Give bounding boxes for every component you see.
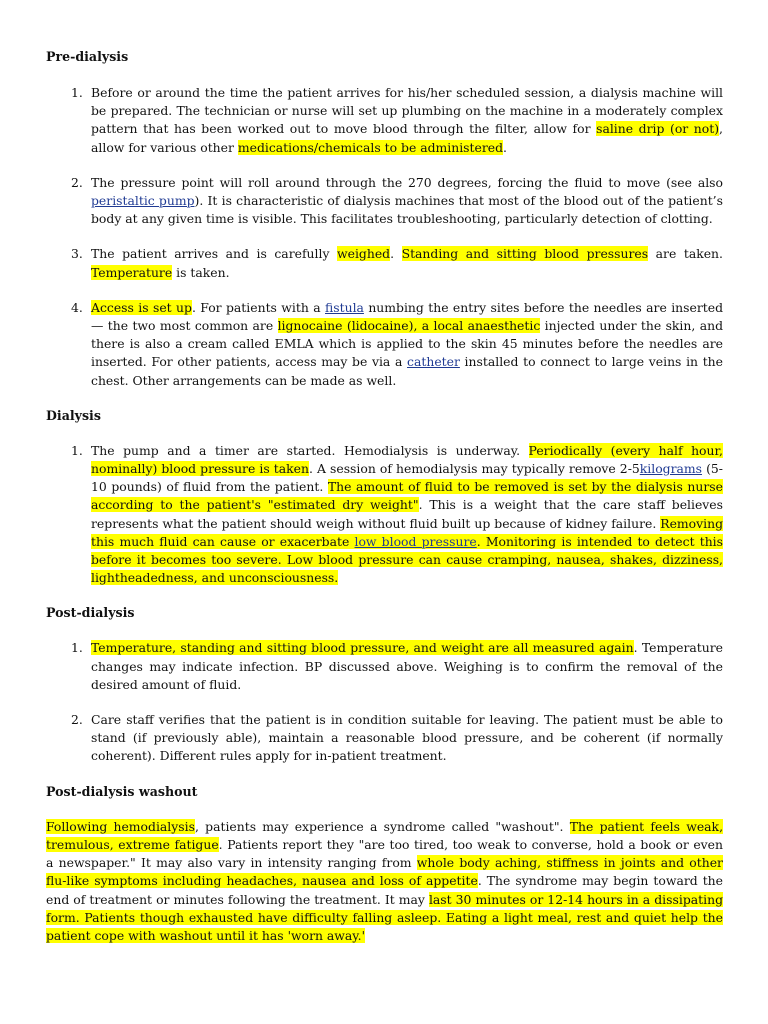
section-heading: Pre-dialysis <box>46 49 129 64</box>
list-item <box>46 299 723 390</box>
text: The pump and a timer are started. Hemodialysis is underway. <box>91 442 529 458</box>
text: . A session of hemodialysis may typically remove 2-5 <box>308 461 640 477</box>
text: Care staff verifies that the patient is in condition suitable for leaving. The patient must be able to stand (if previously able), maintain a reasonable blood pressure, and be coherent (if normally coherent). Different rules apply for in-patient treatment. <box>91 712 723 764</box>
text: , patients may experience a syndrome called "washout". <box>194 818 570 834</box>
section-dialysis <box>46 407 723 588</box>
text: . The syndrome may begin toward the end of treatment or minutes following the treatment. It may <box>46 873 723 907</box>
text: . For patients with a <box>191 299 325 315</box>
section-pre-dialysis <box>46 48 723 390</box>
list-number: 1. <box>71 442 83 458</box>
highlight: Access is set up <box>91 299 192 315</box>
link-catheter[interactable]: catheter <box>407 354 460 370</box>
list-number: 1. <box>71 640 83 656</box>
highlight: lignocaine (lidocaine), a local anaesthetic <box>277 318 541 334</box>
section-post-dialysis <box>46 604 723 765</box>
text: The patient arrives and is carefully <box>91 246 337 262</box>
text: . Patients report they "are too tired, too weak to converse, hold a book or even a newspaper." It may also vary in intensity ranging from <box>46 836 723 871</box>
highlight: . Monitoring is intended to detect this before it becomes too severe. Low blood pressure can cause cramping, nausea, shakes, dizziness, lightheadedness, and unconsciousness. <box>91 533 723 586</box>
link-peristaltic-pump[interactable]: peristaltic pump <box>91 193 195 209</box>
link-kilograms[interactable]: kilograms <box>639 461 703 477</box>
section-heading: Post-dialysis <box>46 605 135 621</box>
text: , allow for various other <box>91 121 723 155</box>
list-item <box>46 245 723 281</box>
text: ). It is characteristic of dialysis machines that most of the blood out of the patient’s body at any given time is visible. This facilitates troubleshooting, particularly detection of clotting. <box>91 193 723 227</box>
highlight: Standing and sitting blood pressures <box>401 246 649 262</box>
highlight: medications/chemicals to be administered <box>237 139 504 155</box>
link-fistula[interactable]: fistula <box>325 299 364 315</box>
list-number: 1. <box>71 85 83 100</box>
section-heading: Dialysis <box>46 407 101 423</box>
text: . <box>390 246 402 262</box>
list-number: 4. <box>71 299 83 315</box>
link-low-blood-pressure[interactable]: low blood pressure <box>354 533 477 549</box>
list-item <box>46 442 723 588</box>
list-number: 3. <box>71 246 83 262</box>
highlight: The amount of fluid to be removed is set by the dialysis nurse according to the patient's "estimated dry weight" <box>91 479 723 513</box>
highlight: Periodically (every half hour, nominally) blood pressure is taken <box>91 442 723 477</box>
text: is taken. <box>172 264 230 280</box>
text: (5-10 pounds) of fluid from the patient. <box>91 461 723 495</box>
list-number: 2. <box>71 712 83 728</box>
text: numbing the entry sites before the needles are inserted — the two most common are <box>91 299 724 334</box>
text: The pressure point will roll around through the 270 degrees, forcing the fluid to move (see also <box>91 174 723 190</box>
section-washout <box>46 783 723 945</box>
text: are taken. <box>648 246 723 262</box>
text: . <box>503 139 507 155</box>
text: . Temperature changes may indicate infection. BP discussed above. Weighing is to confirm the removal of the desired amount of fluid. <box>91 640 723 692</box>
highlight: saline drip (or not) <box>596 121 720 137</box>
list-item <box>46 84 723 157</box>
list-item <box>46 711 723 766</box>
text: installed to connect to large veins in the chest. Other arrangements can be made as well. <box>91 354 723 388</box>
highlight: last 30 minutes or 12-14 hours in a dissipating form. Patients though exhausted have difficulty falling asleep. Eating a light meal, rest and quiet help the patient cope with washout until it has 'worn away.' <box>46 891 723 943</box>
highlight: whole body aching, stiffness in joints and other flu-like symptoms including headaches, nausea and loss of appetite <box>46 855 723 889</box>
highlight: The patient feels weak, tremulous, extreme fatigue <box>46 818 724 852</box>
text: . This is a weight that the care staff believes represents what the patient should weigh without fluid built up because of kidney failure. <box>91 497 723 531</box>
list-item <box>46 639 723 694</box>
list-number: 2. <box>71 174 83 190</box>
highlight: Removing this much fluid can cause or exacerbate <box>91 515 723 549</box>
text: Before or around the time the patient arrives for his/her scheduled session, a dialysis machine will be prepared. The technician or nurse will set up plumbing on the machine in a moderately complex pattern that has been worked out to move blood through the filter, allow for <box>91 85 723 137</box>
text: injected under the skin, and there is also a cream called EMLA which is applied to the skin 45 minutes before the needles are inserted. For other patients, access may be via a <box>91 318 724 370</box>
paragraph <box>46 818 723 945</box>
highlight: Following hemodialysis <box>46 818 195 834</box>
highlight: weighed <box>337 246 391 262</box>
list-item <box>46 174 723 229</box>
section-heading: Post-dialysis washout <box>46 783 198 799</box>
highlight: Temperature, standing and sitting blood pressure, and weight are all measured again <box>91 640 634 656</box>
document-page <box>46 48 723 962</box>
highlight: Temperature <box>91 264 173 280</box>
